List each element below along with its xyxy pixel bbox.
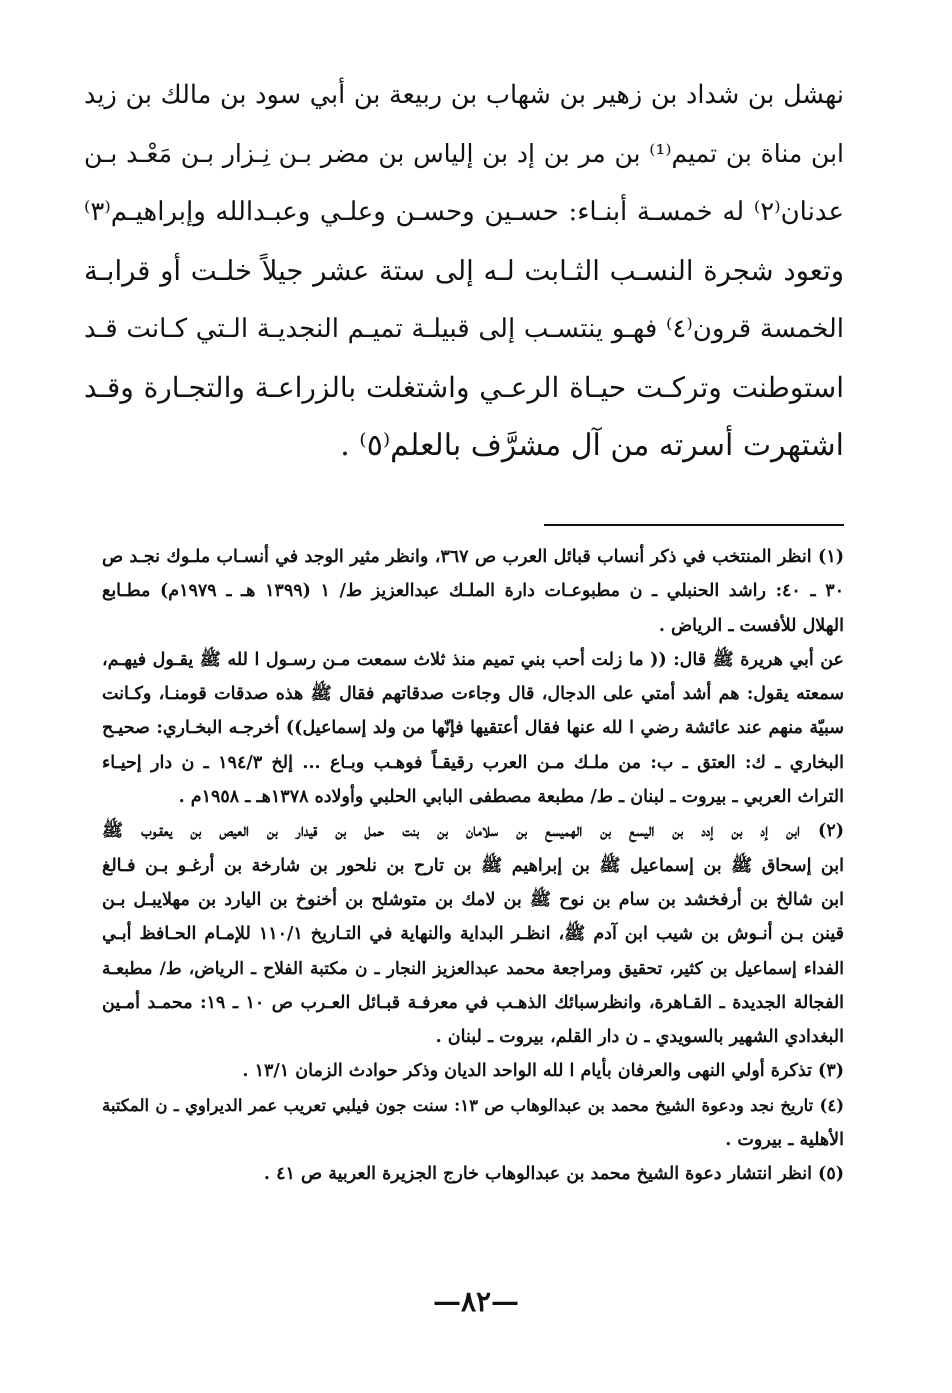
body-line-6: استوطنت وتركـت حيـاة الرعـي واشتغلت بالزراعـة والتجـارة وقـد bbox=[84, 370, 844, 404]
footnote-2-line-4: قينن بـن أنـوش بن شيب ابن آدم ﷺ، انظـر البداية والنهاية في التـاريخ ١١٠/١ للإمـام الحـافظ أبـي bbox=[102, 924, 844, 945]
footnote-1-line-5: سمعته يقول: هم أشد أمتي على الدجال، قال وجاءت صدقاتهم فقال ﷺ هذه صدقات قومنـا، وكـانت bbox=[102, 684, 844, 705]
footnote-1-line-1: (١) انظر المنتخب في ذكر أنساب قبائل العرب ص ٣٦٧، وانظر مثير الوجد في أنسـاب ملـوك نجـد ص bbox=[102, 547, 844, 567]
footnote-4-line-2: الأهلية ـ بيروت . bbox=[725, 1130, 844, 1151]
body-line-5: الخمسة قرون⁽٤⁾ فهـو ينتسـب إلى قبيلـة تميـم النجديـة الـتي كـانت قـد bbox=[84, 314, 844, 344]
footnote-4-line-1: (٤) تاريخ نجد ودعوة الشيخ محمد بن عبدالوهاب ص ١٣: سنت جون فيلبي تعريب عمر الديراوي ـ ن المكتبة bbox=[102, 1095, 844, 1115]
page-number: —٨٢— bbox=[432, 1285, 520, 1318]
footnote-2-line-7: البغدادي الشهير بالسويدي ـ ن دار القلم، بيروت ـ لبنان . bbox=[435, 1027, 844, 1048]
footnote-2-line-6: الفجالة الجديدة ـ القـاهرة، وانظرسبائك الذهـب في معرفـة قبـائل العـرب ص ١٠ ـ ١٩: محمـد أمـين bbox=[102, 992, 844, 1013]
footnote-separator bbox=[544, 524, 844, 526]
footnote-2-line-3: ابن شالخ بن أرفخشد بن سام بن نوح ﷺ بن لامك بن متوشلح بن أخنوخ بن اليارد بن مهلايبـل بـن bbox=[102, 889, 844, 910]
footnote-1-line-6: سبيّة منهم عند عائشة رضي ا لله عنها فقال أعتقيها فإنّها من ولد إسماعيل)) أخرجـه البخـاري: صحيـح bbox=[102, 718, 844, 739]
body-line-4: وتعود شجرة النسـب الثـابت لـه إلى ستة عشر جيلاً خلـت أو قرابـة bbox=[84, 254, 844, 287]
footnote-2-line-2: ابن إسحاق ﷺ بن إسماعيل ﷺ بن إبراهيم ﷺ بن تارح بن نلحور بن شارخة بن أرغـو بـن فـالغ bbox=[102, 855, 844, 876]
footnote-1-line-8: التراث العربي ـ بيروت ـ لبنان ـ ط/ مطبعة مصطفى البابي الحلبي وأولاده ١٣٧٨هـ ـ ١٩٥٨م . bbox=[178, 787, 844, 808]
footnote-1-line-2: ٣٠ ـ ٤٠: راشد الحنبلي ـ ن مطبوعـات دارة الملـك عبدالعزيز ط/ ١ (١٣٩٩ هـ ـ ١٩٧٩م) مطـابع bbox=[102, 581, 844, 602]
main-text bbox=[84, 66, 844, 476]
body-line-2: ابن مناة بن تميم⁽¹⁾ بن مر بن إد بن إلياس بن مضر بـن نِـزار بـن مَعْـد بـن bbox=[84, 138, 844, 168]
body-line-3: عدنان⁽٢⁾ له خمسـة أبنـاء: حسـين وحسـن وعلـي وعبـدالله وإبراهيـم⁽٣⁾ bbox=[84, 197, 844, 227]
footnote-1-line-3: الهلال للأفست ـ الرياض . bbox=[658, 615, 844, 636]
footnote-1-line-4: عن أبي هريرة ﷺ قال: (( ما زلت أحب بني تميم منذ ثلاث سمعت مـن رسـول ا لله ﷺ يقـول فيهـم، bbox=[102, 649, 844, 670]
footnote-3: (٣) تذكرة أولي النهى والعرفان بأيام ا لله الواحد الديان وذكر حوادث الزمان ١٣/١ . bbox=[242, 1061, 844, 1082]
footnote-1-line-7: البخاري ـ ك: العتق ـ ب: من ملـك مـن العرب رقيقـاً فوهـب وبـاع ... إلخ ١٩٤/٣ ـ ن دار إحيـاء bbox=[102, 752, 844, 773]
footnote-2-line-1: (٢) ابن إد بن إدد بن اليسع بن الهميسع بن سلامان بن بنت حمل بن قيدار بن العيص بن يعقـوب ﷺ bbox=[102, 821, 844, 842]
body-line-1: نهشل بن شداد بن زهير بن شهاب بن ربيعة بن أبي سود بن مالك بن زيد bbox=[84, 80, 844, 110]
body-line-7: اشتهرت أسرته من آل مشرَّف بالعلم⁽٥⁾ . bbox=[340, 428, 844, 463]
footnote-2-line-5: الفداء إسماعيل بن كثير، تحقيق ومراجعة محمد عبدالعزيز النجار ـ ن مكتبة الفلاح ـ الرياض، ط/ مطبعـة bbox=[102, 958, 844, 979]
footnotes bbox=[102, 540, 844, 1192]
footnote-5: (٥) انظر انتشار دعوة الشيخ محمد بن عبدالوهاب خارج الجزيرة العربية ص ٤١ . bbox=[263, 1164, 844, 1185]
